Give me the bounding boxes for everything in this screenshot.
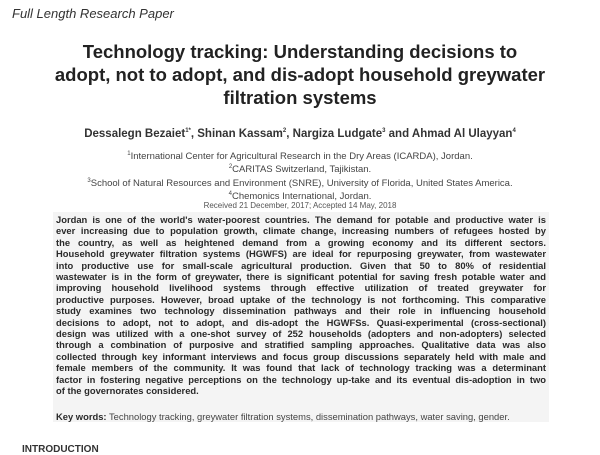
abstract-line: improving household livelihood systems through effective utilization of treated greywater for — [56, 282, 546, 294]
abstract-line: collected through key informant interviews and focus group discussions separately held with male and — [56, 350, 546, 362]
keywords-text: Technology tracking, greywater filtration systems, dissemination pathways, water saving, gender. — [108, 411, 510, 422]
section-heading: INTRODUCTION — [22, 444, 99, 455]
keywords-label: Key words: — [56, 411, 107, 422]
abstract-line: the country, as well as heightened demand from a growing economy and its different sectors. — [56, 236, 546, 248]
author-sup: 2 — [282, 128, 287, 135]
abstract-line: ever increasing due to population growth, climate change, increasing numbers of refugees hosted by — [56, 225, 546, 237]
affiliation: $^3$School of Natural Resources and Environment (SNRE), University of Florida, United States America. — [87, 177, 513, 190]
abstract-line: female members of the community. It was found that lack of technology tracking was a determinant — [56, 362, 546, 374]
author-sep: , — [190, 128, 198, 140]
affiliation: $^4$Chemonics International, Jordan. — [228, 191, 372, 203]
abstract-line: decisions to adopt, not to adopt, and dis-adopt the HGWFSs. Quasi-experimental (cross-sectional) — [56, 316, 546, 328]
author-name: Ahmad Al Ulayyan — [411, 128, 513, 140]
affiliation: $^2$CARITAS Switzerland, Tajikistan. — [228, 164, 372, 176]
author-sup: 1* — [185, 128, 191, 135]
abstract — [56, 214, 546, 397]
title-line: Technology tracking: Understanding decisions to — [82, 41, 518, 62]
author-sup: 3 — [382, 128, 386, 135]
title-line: adopt, not to adopt, and dis-adopt household greywater — [54, 64, 546, 85]
author-name: Nargiza Ludgate — [292, 128, 383, 140]
received-dates: Received 21 December, 2017; Accepted 14 May, 2018 — [203, 201, 397, 210]
abstract-line: Household greywater filtration systems (HGWFS) are ideal for repurposing greywater, from wastewater — [56, 248, 546, 260]
abstract-line: into productive use for small-scale agricultural production. Given that 50 to 80% of residential — [56, 259, 546, 271]
affiliations — [0, 149, 600, 203]
abstract-line: through a combination of purposive and stratified sampling approaches. Qualitative data was also — [56, 339, 546, 351]
abstract-line: Jordan is one of the world's water-poorest countries. The demand for potable and productive water is — [56, 214, 546, 225]
author-sep: , — [286, 128, 293, 140]
article-type: Full Length Research Paper — [12, 6, 174, 21]
affiliation: $^1$International Center for Agricultural Research in the Dry Areas (ICARDA), Jordan. — [127, 151, 473, 163]
abstract-line: factor in fostering negative perceptions on the technology up-take and its eventual dis-adoption in two — [56, 373, 546, 385]
keywords — [56, 411, 510, 422]
abstract-line: productive purposes. However, broad uptake of the technology is not forthcoming. This comparative — [56, 293, 546, 305]
abstract-line: of the governorates considered. — [56, 385, 199, 397]
author-name: Dessalegn Bezaiet — [84, 128, 186, 140]
title-line: filtration systems — [223, 87, 377, 108]
abstract-line: study examines two technology dissemination pathways and their role in influencing household — [56, 305, 546, 317]
author-sup: 4 — [512, 128, 516, 135]
author-name: Shinan Kassam — [197, 128, 283, 140]
abstract-line: wastewater is in the form of greywater, there is significant potential for saving fresh potable water and — [56, 271, 546, 283]
paper-title — [40, 40, 560, 109]
abstract-line: design was utilized with a one-shot survey of 252 households (adopters and non-adopters) selected — [56, 328, 546, 340]
author-sep: and — [385, 128, 412, 140]
author-list — [0, 128, 600, 140]
